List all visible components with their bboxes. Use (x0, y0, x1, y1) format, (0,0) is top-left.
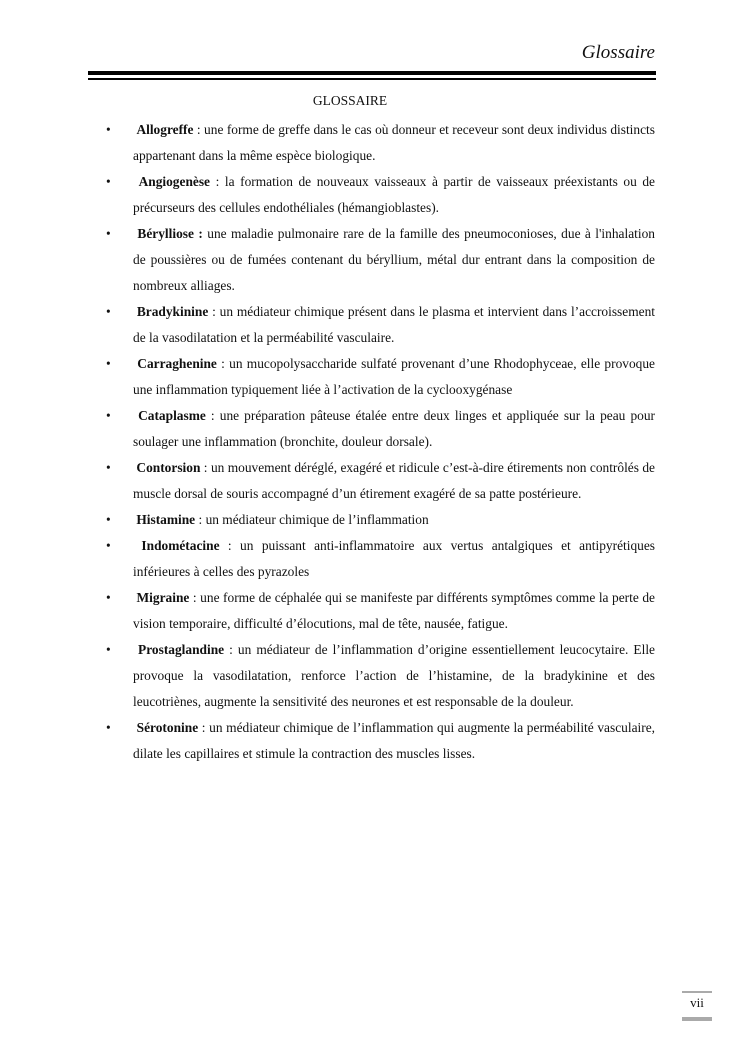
page-number-rule-top (682, 991, 712, 993)
glossary-entry (106, 299, 655, 351)
bullet-icon: • (106, 304, 111, 319)
glossary-entry (106, 351, 655, 403)
bullet-icon: • (106, 174, 111, 189)
term-separator: : (189, 590, 201, 605)
term-separator: : (208, 304, 220, 319)
glossary-entry (106, 637, 655, 715)
bullet-icon: • (106, 122, 111, 137)
glossary-entry (106, 221, 655, 299)
page-title: GLOSSAIRE (312, 93, 388, 108)
glossary-term: Angiogenèse (138, 174, 210, 189)
header-rule-thin (88, 78, 656, 80)
bullet-icon: • (106, 460, 111, 475)
term-separator: : (195, 512, 206, 527)
glossary-definition: une forme de céphalée qui se manifeste par différents symptômes comme la perte de vision temporaire, difficulté d’élocutions, mal de tête, nausée, fatigue. (133, 590, 655, 631)
glossary-definition: la formation de nouveaux vaisseaux à partir de vaisseaux préexistants ou de précurseurs des cellules endothéliales (hémangioblastes). (133, 174, 655, 215)
term-separator: : (198, 720, 210, 735)
glossary-term: Cataplasme (138, 408, 206, 423)
glossary-term: Carraghenine (137, 356, 217, 371)
glossary-definition: un médiateur chimique de l’inflammation (205, 512, 429, 527)
glossary-entry (106, 403, 655, 455)
bullet-icon: • (106, 642, 111, 657)
running-header-title: Glossaire (581, 42, 655, 63)
glossary-term: Migraine (136, 590, 190, 605)
bullet-icon: • (106, 720, 111, 735)
term-separator: : (205, 408, 220, 423)
glossary-definition: un mouvement déréglé, exagéré et ridicule c’est-à-dire étirements non contrôlés de muscle dorsal de souris accompagné d’un étirement exagéré de sa patte postérieure. (133, 460, 656, 501)
glossary-definition: une forme de greffe dans le cas où donneur et receveur sont deux individus distincts appartenant dans la même espèce biologique. (133, 122, 655, 163)
glossary-entry (106, 117, 655, 169)
term-separator: : (219, 538, 241, 553)
glossary-definition: un médiateur chimique de l’inflammation qui augmente la perméabilité vasculaire, dilate les capillaires et stimule la contraction des muscles lisses. (133, 720, 655, 761)
bullet-icon: • (106, 226, 111, 241)
page-number: vii (690, 995, 704, 1010)
page-number-rule-bottom (682, 1017, 712, 1021)
term-separator: : (210, 174, 225, 189)
glossary-entry (106, 585, 655, 637)
glossary-term: Bradykinine (136, 304, 209, 319)
glossary-term: Contorsion (136, 460, 201, 475)
glossary-entry (106, 533, 656, 585)
header-rule-thick (88, 71, 656, 75)
glossary-term: Allogreffe (136, 122, 194, 137)
glossary-list (106, 117, 656, 767)
glossary-definition: un médiateur chimique présent dans le plasma et intervient dans l’accroissement de la vasodilatation et la perméabilité vasculaire. (133, 304, 655, 345)
glossary-term: Sérotonine (136, 720, 199, 735)
glossary-definition: un puissant anti-inflammatoire aux vertus antalgiques et antipyrétiques inférieures à celles des pyrazoles (133, 538, 656, 579)
term-separator: : (200, 460, 211, 475)
bullet-icon: • (106, 408, 111, 423)
glossary-entry (106, 715, 655, 767)
glossary-entry (106, 455, 656, 507)
glossary-definition: une maladie pulmonaire rare de la famille des pneumoconioses, due à l'inhalation de poussières ou de fumées contenant du béryllium, métal dur entrant dans la composition de nombreux alliages. (133, 226, 655, 293)
glossary-definition: un médiateur de l’inflammation d’origine essentiellement leucocytaire. Elle provoque la vasodilatation, renforce l’action de l’histamine, de la bradykinine et des leucotriènes, augmente la sensitivité des neurones et est responsable de la douleur. (133, 642, 655, 709)
glossary-term: Bérylliose : (137, 226, 203, 241)
bullet-icon: • (106, 590, 111, 605)
glossary-entry (106, 507, 655, 533)
term-separator: : (216, 356, 230, 371)
bullet-icon: • (106, 356, 111, 371)
glossary-term: Indométacine (141, 538, 220, 553)
term-separator: : (224, 642, 238, 657)
glossary-term: Prostaglandine (138, 642, 225, 657)
term-separator: : (193, 122, 205, 137)
glossary-term: Histamine (136, 512, 196, 527)
glossary-entry (106, 169, 655, 221)
bullet-icon: • (106, 538, 111, 553)
glossary-definition: une préparation pâteuse étalée entre deux linges et appliquée sur la peau pour soulager une inflammation (bronchite, douleur dorsale). (133, 408, 655, 449)
bullet-icon: • (106, 512, 111, 527)
glossary-definition: un mucopolysaccharide sulfaté provenant d’une Rhodophyceae, elle provoque une inflammation typiquement liée à l’activation de la cyclooxygénase (133, 356, 655, 397)
